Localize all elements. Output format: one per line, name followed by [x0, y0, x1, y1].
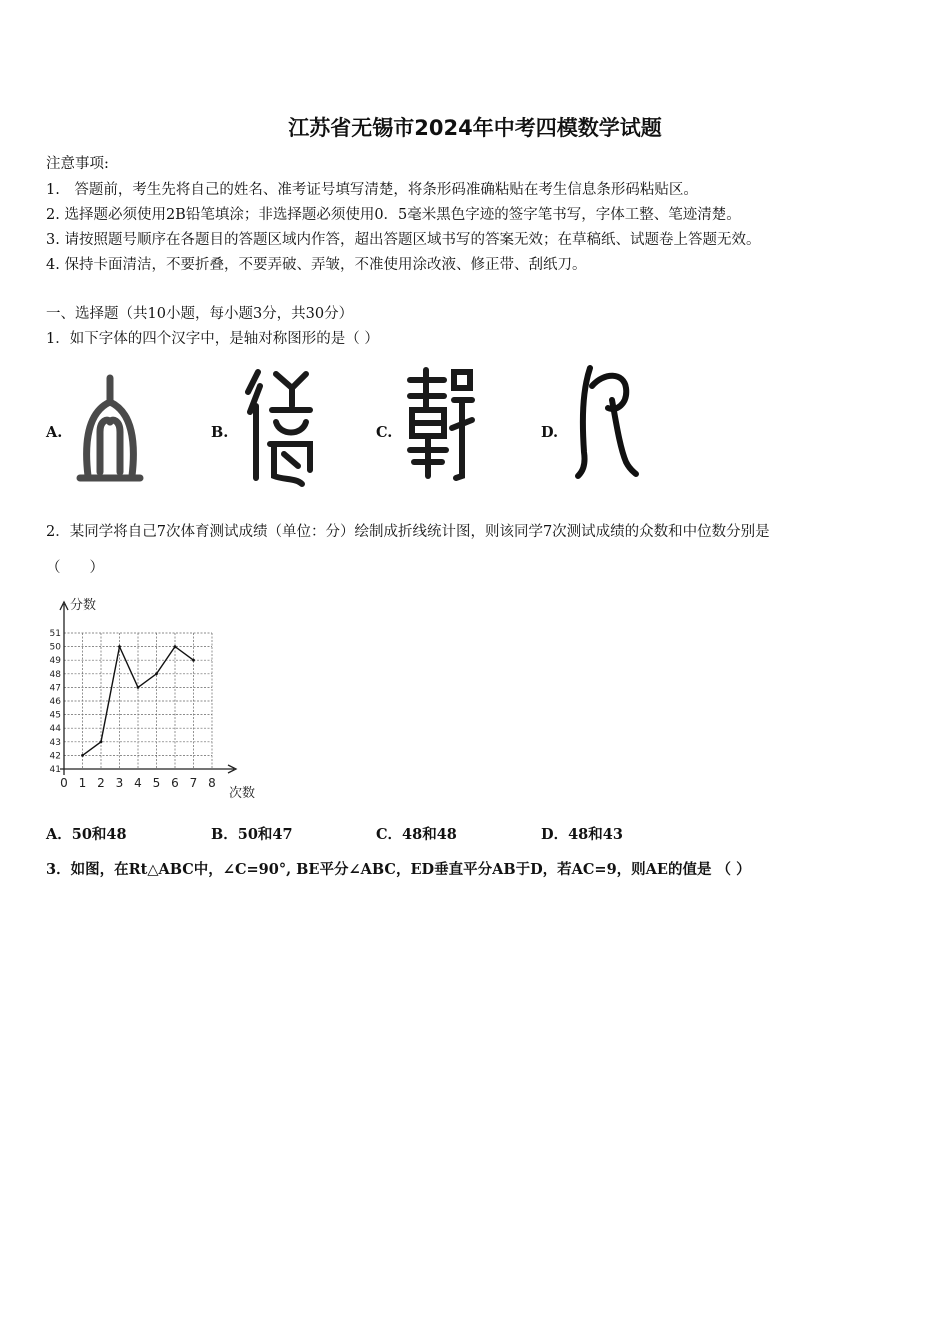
chart-x-tick-label: 1	[78, 776, 87, 790]
seal-glyph-a-image	[74, 372, 144, 486]
chart-y-tick-label: 51	[49, 629, 61, 639]
chart-data-point	[81, 754, 84, 757]
chart-data-point	[100, 740, 103, 743]
question-1-text: 1．如下字体的四个汉字中，是轴对称图形的是（ ）	[46, 331, 379, 347]
chart-x-axis-label: 次数	[229, 786, 256, 801]
seal-glyph-d-image	[574, 362, 640, 480]
chart-data-point	[118, 645, 121, 648]
chart-y-tick-label: 41	[49, 765, 61, 775]
chart-y-tick-label: 49	[49, 656, 61, 667]
seal-glyph-c-image	[404, 366, 476, 482]
chart-y-axis-label: 分数	[70, 598, 97, 613]
seal-glyph-b-image	[240, 366, 314, 488]
q2-option-a: A．50和48	[46, 826, 127, 843]
q1-option-c-label: C.	[376, 424, 393, 441]
q1-option-a-label: A.	[46, 424, 63, 441]
chart-x-tick-label: 7	[189, 776, 198, 790]
page-title: 江苏省无锡市2024年中考四模数学试题	[288, 116, 662, 140]
q2-option-d: D．48和43	[541, 826, 623, 843]
notice-item-1: 1. 答题前，考生先将自己的姓名、准考证号填写清楚，将条形码准确粘贴在考生信息条形码粘贴区。	[46, 182, 698, 198]
chart-y-tick-label: 46	[49, 697, 61, 707]
notice-item-2: 2. 选择题必须使用2B铅笔填涂；非选择题必须使用0．5毫米黑色字迹的签字笔书写，字体工整、笔迹清楚。	[46, 207, 741, 223]
chart-y-tick-label: 42	[49, 751, 61, 762]
chart-x-tick-label: 4	[134, 776, 142, 790]
chart-data-point	[174, 645, 177, 648]
chart-x-tick-label: 0	[60, 776, 68, 790]
notice-heading: 注意事项:	[46, 156, 109, 172]
chart-x-tick-label: 3	[115, 776, 124, 790]
chart-data-point	[192, 659, 195, 662]
chart-x-tick-label: 8	[208, 776, 216, 790]
chart-y-tick-label: 43	[49, 737, 61, 748]
chart-y-tick-label: 50	[49, 642, 61, 653]
notice-item-4: 4. 保持卡面清洁，不要折叠，不要弄破、弄皱，不准使用涂改液、修正带、刮纸刀。	[46, 257, 587, 273]
chart-y-tick-label: 45	[49, 710, 61, 721]
chart-y-tick-label: 47	[49, 683, 61, 694]
chart-x-tick-label: 2	[97, 776, 105, 790]
chart-data-point	[155, 672, 158, 675]
question-2-text: 2．某同学将自己7次体育测试成绩（单位：分）绘制成折线统计图，则该同学7次测试成绩的众数和中位数分别是	[46, 524, 770, 540]
question-3-text: 3．如图，在Rt△ABC中，∠C=90°, BE平分∠ABC，ED垂直平分AB于D，若AC=9，则AE的值是 （ ）	[46, 861, 751, 878]
q2-option-c: C．48和48	[376, 826, 457, 843]
chart-y-tick-label: 48	[49, 669, 61, 680]
chart-y-tick-label: 44	[49, 724, 61, 735]
q1-option-b-label: B.	[211, 424, 229, 441]
chart-data-point	[137, 686, 140, 689]
section-heading: 一、选择题（共10小题，每小题3分，共30分）	[46, 306, 354, 322]
q2-option-b: B．50和47	[211, 826, 293, 843]
q1-option-d-label: D.	[541, 424, 559, 441]
notice-item-3: 3. 请按照题号顺序在各题目的答题区域内作答，超出答题区域书写的答案无效；在草稿纸、试题卷上答题无效。	[46, 232, 761, 248]
chart-x-tick-label: 6	[171, 776, 179, 790]
score-line-chart	[44, 594, 266, 804]
chart-x-tick-label: 5	[152, 776, 161, 790]
question-2-paren: （ ）	[46, 560, 104, 576]
